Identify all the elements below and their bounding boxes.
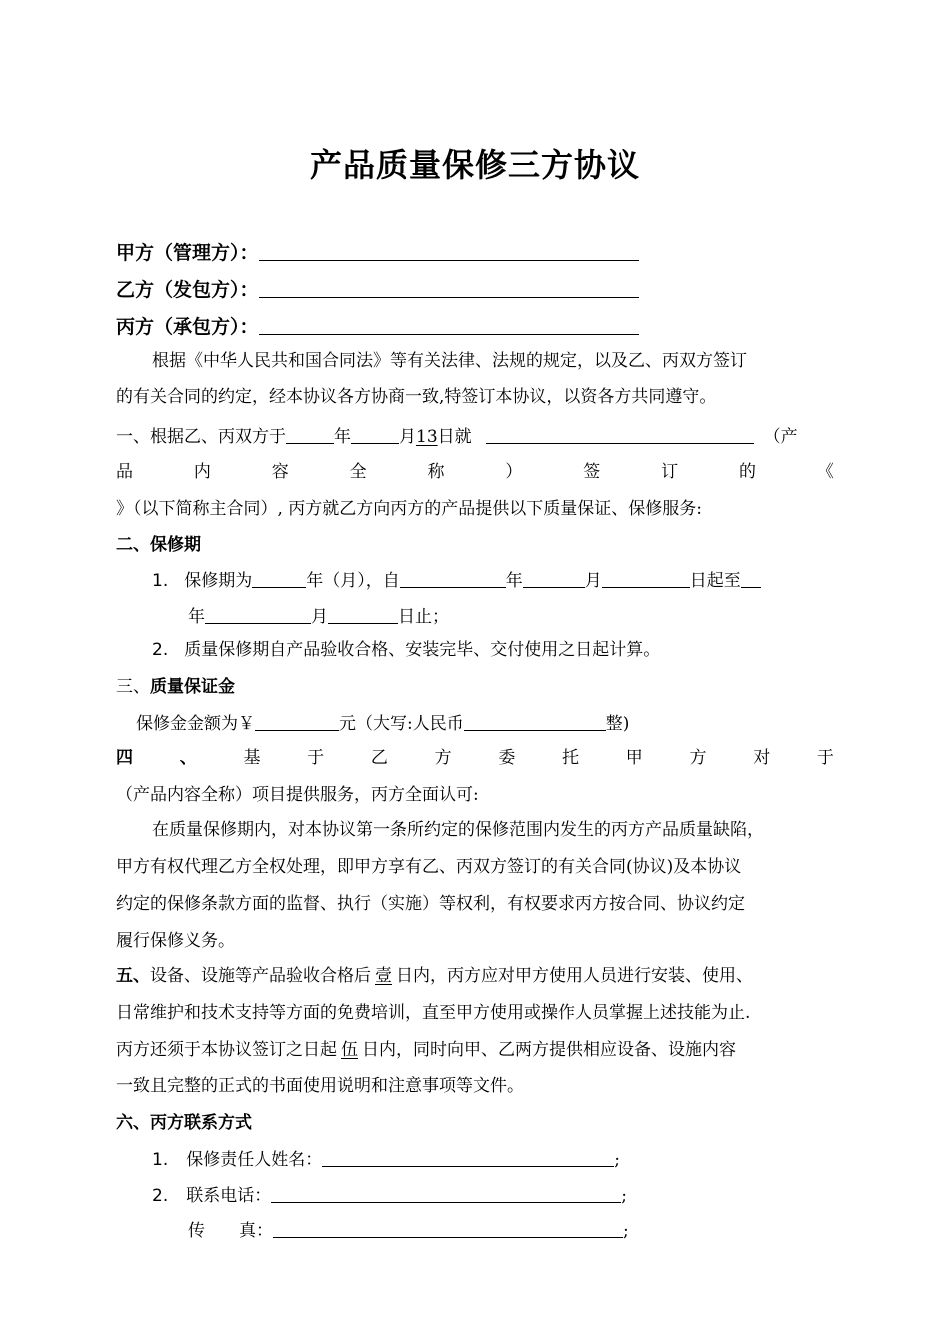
spread-char: 的 <box>739 462 756 482</box>
item-number: 1. <box>152 1150 169 1170</box>
section-5-line-3 <box>116 1038 736 1062</box>
section-2-item-1-cont <box>188 603 449 629</box>
item-text: 月 <box>311 607 328 627</box>
party-b-label: 乙方（发包方）： <box>116 279 259 301</box>
spread-char: 签 <box>583 462 601 482</box>
item-text: 保修期为 <box>184 571 253 591</box>
item-text: 年 <box>188 607 205 627</box>
line-end: ; <box>623 1221 629 1241</box>
section-6-heading: 六、丙方联系方式 <box>116 1113 252 1133</box>
line-end: ; <box>614 1150 620 1170</box>
contact-fax-line <box>188 1217 629 1243</box>
spread-char: 品 <box>116 462 133 482</box>
party-b-blank <box>259 277 639 298</box>
contact-phone-label: 联系电话： <box>186 1186 272 1206</box>
end-prefix-blank <box>741 567 761 588</box>
spread-char: 托 <box>562 748 580 768</box>
contact-name-label: 保修责任人姓名： <box>186 1150 323 1170</box>
start-year-blank <box>400 567 506 588</box>
section-2-item-1 <box>152 567 761 593</box>
heading-prefix: 三、 <box>116 677 150 697</box>
spread-char: 对 <box>753 748 771 768</box>
day-value: 13 <box>416 427 438 447</box>
spread-char: 于 <box>307 748 325 768</box>
spread-char: ） <box>505 462 523 482</box>
spread-char: 、 <box>179 748 197 768</box>
party-a-line <box>116 240 639 265</box>
section-1-line-2 <box>116 460 834 484</box>
item-text: 质量保修期自产品验收合格、安装完毕、交付使用之日起计算。 <box>184 640 661 660</box>
spread-char: 称 <box>427 462 445 482</box>
party-c-line <box>116 314 639 339</box>
section-5-line-4: 一致且完整的正式的书面使用说明和注意事项等文件。 <box>116 1076 524 1096</box>
section-4-line-1 <box>116 746 834 770</box>
spread-char: 订 <box>661 462 679 482</box>
item-number: 2. <box>152 640 169 660</box>
section-4-para-2: 甲方有权代理乙方全权处理，即甲方享有乙、丙双方签订的有关合同(协议)及本协议 <box>116 857 742 877</box>
heading-text: 质量保证金 <box>150 677 235 697</box>
training-days-value: 壹 <box>375 966 392 986</box>
document-title: 产品质量保修三方协议 <box>309 146 640 184</box>
section-4-line-2: （产品内容全称）项目提供服务，丙方全面认可: <box>116 785 479 805</box>
product-name-blank <box>486 423 754 444</box>
section-1-line-1 <box>116 423 798 449</box>
intro-line-1: 根据《中华人民共和国合同法》等有关法律、法规的规定，以及乙、丙双方签订 <box>152 351 747 371</box>
item-text: 年（月），自 <box>306 571 400 591</box>
spread-char: 内 <box>193 462 211 482</box>
heading-prefix: 五、 <box>116 966 150 986</box>
spread-char: 四 <box>116 748 133 768</box>
section-2-heading: 二、保修期 <box>116 535 201 555</box>
spread-char: 甲 <box>625 748 643 768</box>
contact-phone-blank <box>271 1182 621 1203</box>
deposit-end: 整) <box>605 714 630 734</box>
party-c-label: 丙方（承包方）： <box>116 316 259 338</box>
spread-char: 委 <box>498 748 516 768</box>
spread-char: 容 <box>271 462 289 482</box>
section-1-text: 一、根据乙、丙双方于 <box>116 427 286 447</box>
day-label: 日就 <box>437 427 472 447</box>
month-blank <box>351 423 399 444</box>
section-5-text: 日内，丙方应对甲方使用人员进行安装、使用、 <box>396 966 753 986</box>
spread-char: 全 <box>349 462 367 482</box>
paren-open: （产 <box>763 427 798 447</box>
party-c-blank <box>259 314 639 335</box>
spread-char: 于 <box>816 748 834 768</box>
section-5-line-2: 日常维护和技术支持等方面的免费培训，直至甲方使用或操作人员掌握上述技能为止. <box>116 1003 751 1023</box>
spread-char: 基 <box>243 748 261 768</box>
item-number: 1. <box>152 571 169 591</box>
item-number: 2. <box>152 1186 169 1206</box>
section-5-text: 日内，同时向甲、乙两方提供相应设备、设施内容 <box>362 1040 736 1060</box>
spread-char: 方 <box>689 748 707 768</box>
section-4-para-1: 在质量保修期内，对本协议第一条所约定的保修范围内发生的丙方产品质量缺陷， <box>152 820 764 840</box>
section-5-line-1 <box>116 964 753 988</box>
deposit-label: 保修金金额为￥ <box>136 714 255 734</box>
end-month-blank <box>328 603 398 624</box>
item-text: 日起至 <box>689 571 741 591</box>
contact-name-line <box>152 1146 620 1172</box>
section-4-para-3: 约定的保修条款方面的监督、执行（实施）等权利，有权要求丙方按合同、协议约定 <box>116 894 745 914</box>
start-day-blank <box>602 567 690 588</box>
year-blank <box>286 423 334 444</box>
spread-char: 方 <box>434 748 452 768</box>
start-month-blank <box>523 567 585 588</box>
intro-line-2: 的有关合同的约定，经本协议各方协商一致,特签订本协议，以资各方共同遵守。 <box>116 387 717 407</box>
party-b-line <box>116 277 639 302</box>
section-1-line-3: 》（以下简称主合同）, 丙方就乙方向丙方的产品提供以下质量保证、保修服务: <box>116 499 703 519</box>
contact-fax-blank <box>273 1217 623 1238</box>
party-a-blank <box>259 240 639 261</box>
spread-char: 乙 <box>370 748 388 768</box>
section-3-heading <box>116 675 235 699</box>
item-text: 年 <box>505 571 523 591</box>
end-year-blank <box>205 603 311 624</box>
section-5-text: 丙方还须于本协议签订之日起 <box>116 1040 337 1060</box>
period-blank <box>252 567 306 588</box>
contact-phone-line <box>152 1182 627 1208</box>
contact-fax-label: 传 真： <box>188 1221 273 1241</box>
document-days-value: 伍 <box>341 1040 358 1060</box>
contact-name-blank <box>322 1146 614 1167</box>
deposit-words-blank <box>464 710 606 731</box>
year-label: 年 <box>334 427 351 447</box>
month-label: 月 <box>399 427 416 447</box>
line-end: ; <box>621 1186 627 1206</box>
party-a-label: 甲方（管理方）： <box>116 242 259 264</box>
spread-char: 《 <box>816 462 834 482</box>
section-5-text: 设备、设施等产品验收合格后 <box>150 966 371 986</box>
deposit-line <box>136 710 629 736</box>
section-2-item-2 <box>152 638 660 662</box>
item-text: 月 <box>584 571 602 591</box>
section-4-para-4: 履行保修义务。 <box>116 931 235 951</box>
deposit-words-label: 元（大写:人民币 <box>339 714 464 734</box>
item-text: 日止； <box>398 607 449 627</box>
deposit-amount-blank <box>255 710 339 731</box>
